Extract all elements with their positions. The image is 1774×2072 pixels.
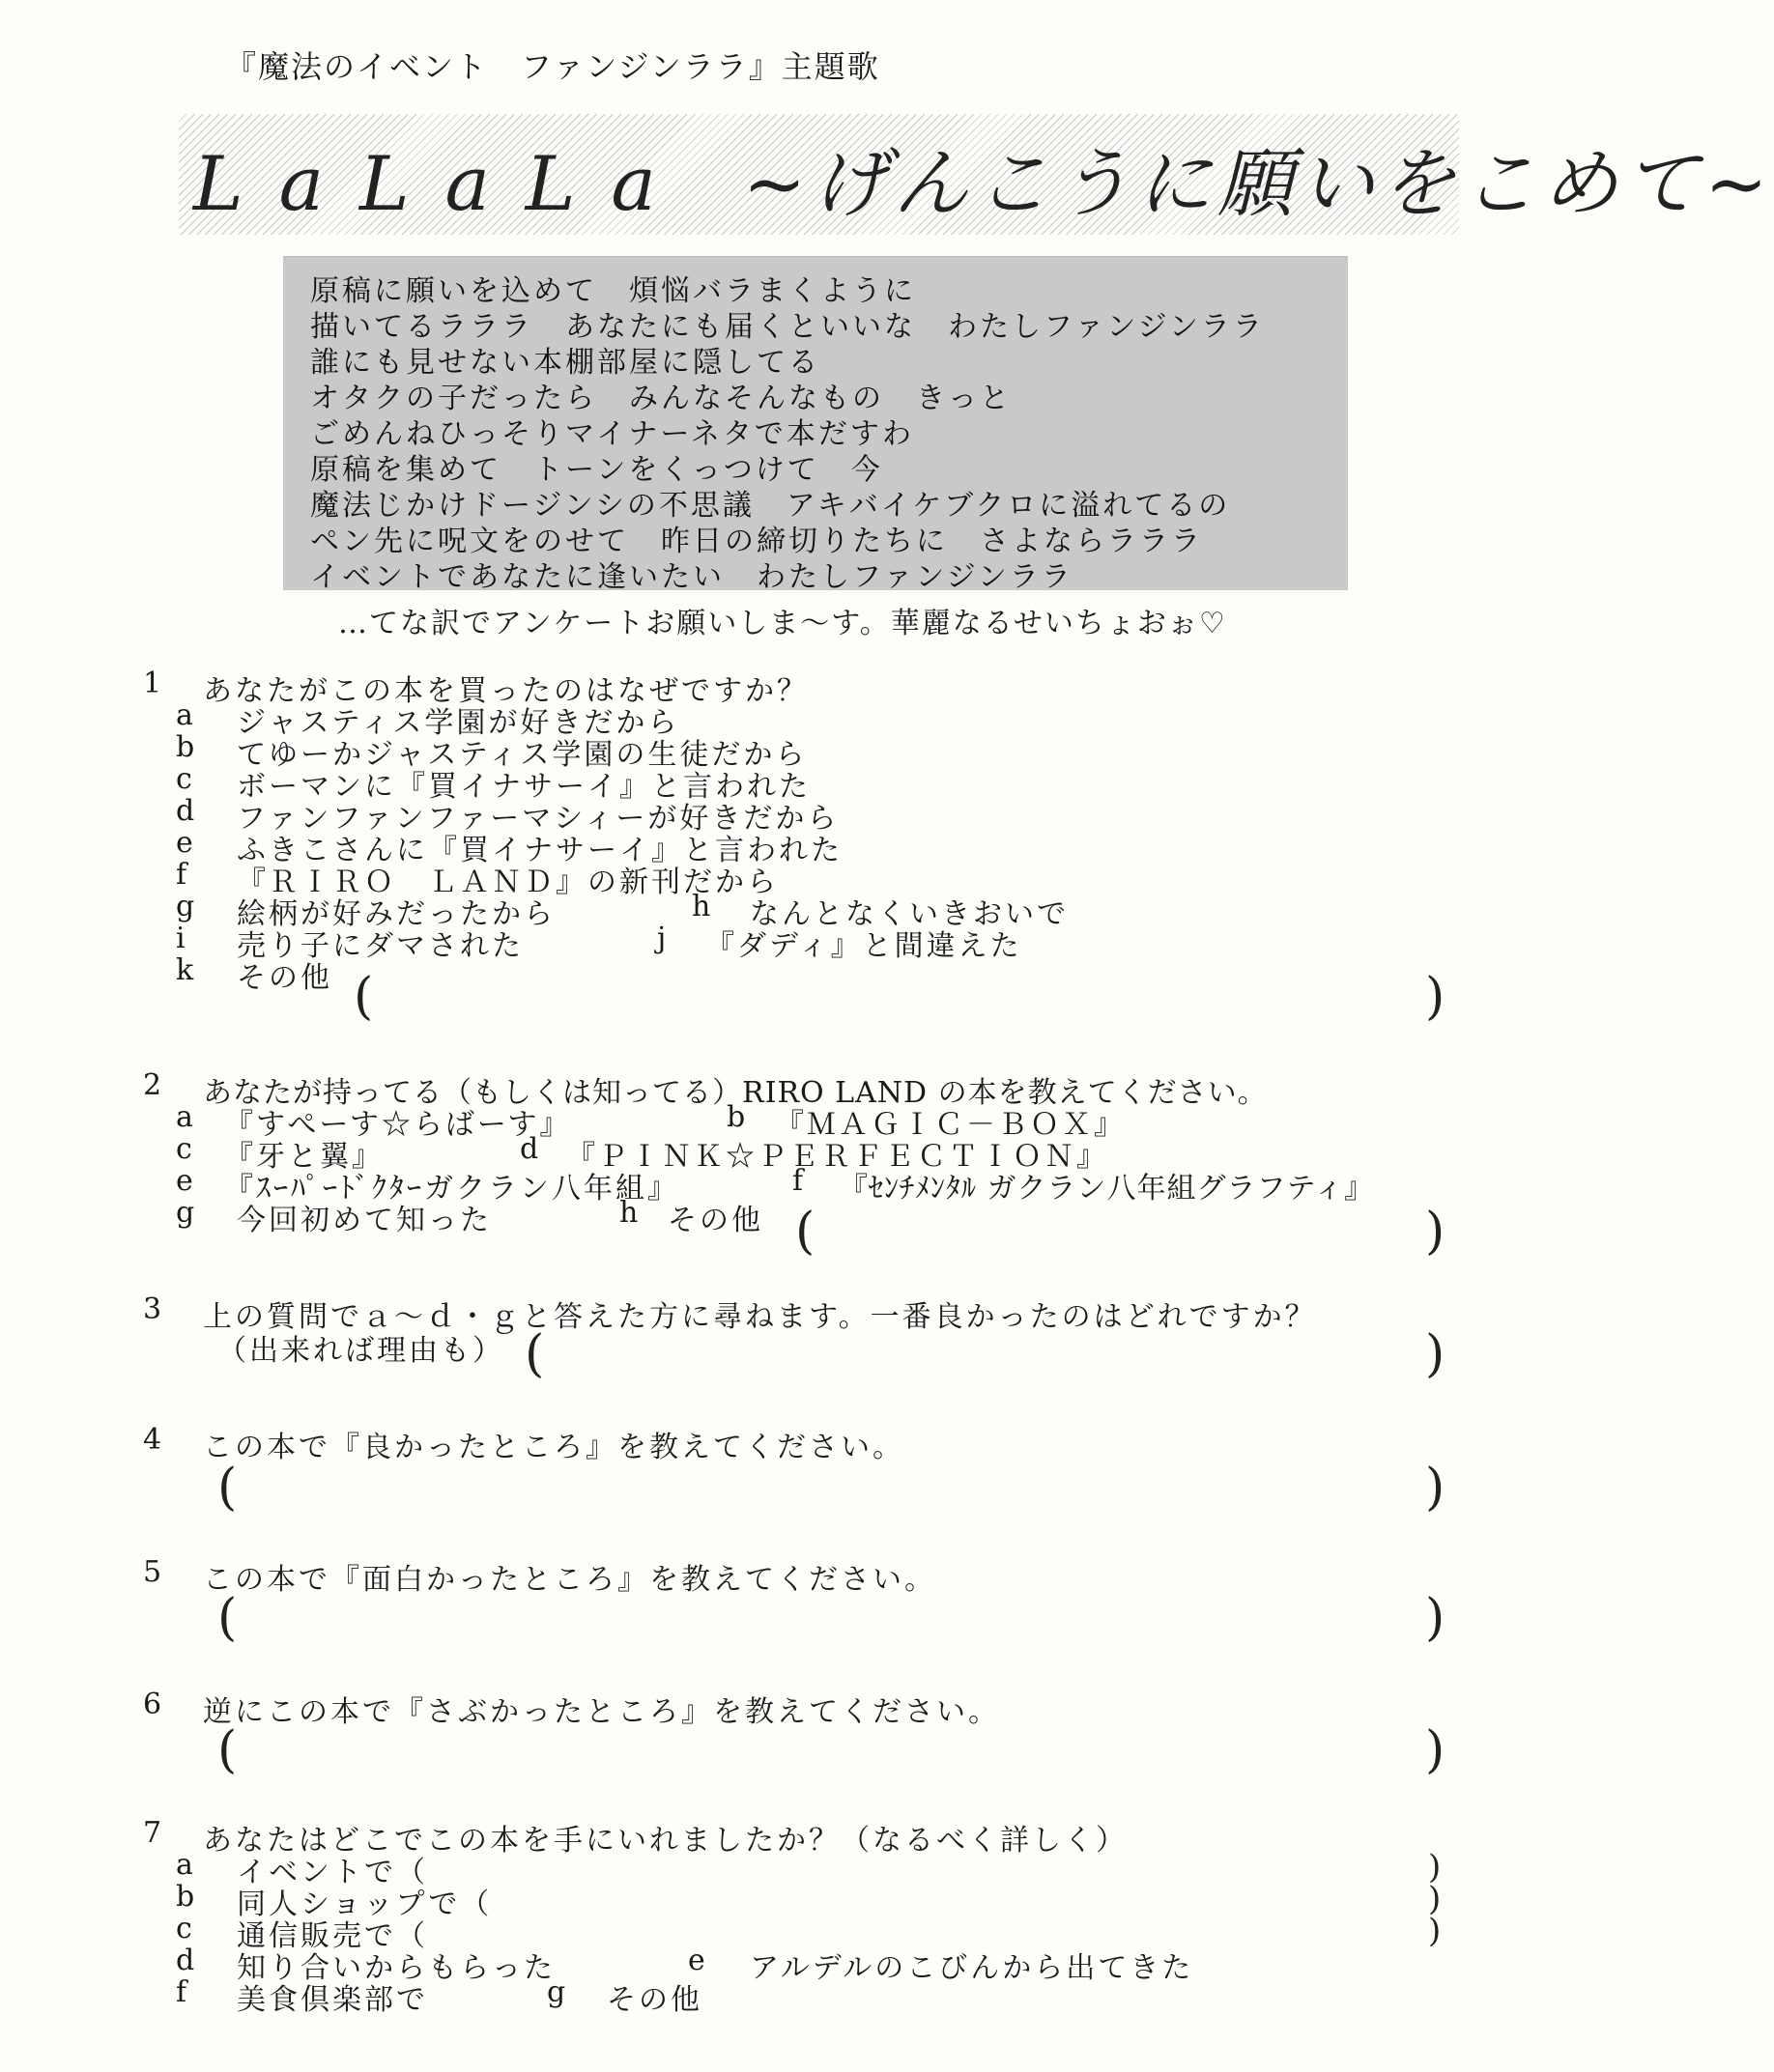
question-number: 6 xyxy=(143,1688,162,1721)
answer-close-paren: ) xyxy=(1428,1912,1442,1950)
q1-option-a[interactable]: ジャスティス学園が好きだから xyxy=(237,706,680,740)
answer-close-paren: ) xyxy=(1425,1325,1445,1383)
q4-answer-field[interactable] xyxy=(246,1466,1416,1515)
option-letter[interactable]: d xyxy=(176,794,198,828)
option-letter[interactable]: a xyxy=(176,698,196,732)
option-letter[interactable]: k xyxy=(176,953,197,987)
q1-option-f[interactable]: 『ＲＩＲＯ ＬＡＮＤ』の新刊だから xyxy=(237,866,779,899)
option-letter[interactable]: d xyxy=(176,1944,198,1977)
q1-option-e[interactable]: ふきこさんに『買イナサーイ』と言われた xyxy=(237,834,843,867)
option-letter[interactable]: f xyxy=(792,1164,807,1198)
option-letter[interactable]: c xyxy=(176,762,195,796)
page-title: L a L a L a ~げんこうに願いをこめて~ xyxy=(193,141,1774,228)
answer-close-paren: ) xyxy=(1425,1203,1445,1261)
q2-option-h[interactable]: その他 xyxy=(668,1204,763,1237)
option-letter[interactable]: h xyxy=(692,890,714,923)
answer-open-paren: ( xyxy=(795,1203,815,1261)
q1-option-i[interactable]: 売り子にダマされた xyxy=(237,929,524,963)
q1-option-d[interactable]: ファンファンファーマシィーが好きだから xyxy=(237,802,840,836)
option-letter[interactable]: h xyxy=(619,1196,642,1230)
answer-close-paren: ) xyxy=(1425,1721,1445,1779)
option-letter[interactable]: g xyxy=(547,1975,569,2009)
option-letter[interactable]: i xyxy=(176,922,188,955)
q7-option-g[interactable]: その他 xyxy=(607,1983,702,2017)
option-letter[interactable]: c xyxy=(176,1912,195,1945)
answer-open-paren: ( xyxy=(217,1721,238,1779)
q1-option-h[interactable]: なんとなくいきおいで xyxy=(750,897,1069,931)
answer-open-paren: ( xyxy=(217,1459,238,1517)
song-subtitle: 『魔法のイベント ファンジンララ』主題歌 xyxy=(225,48,880,85)
survey-intro-note: …てな訳でアンケートお願いしま～す。華麗なるせいちょおぉ♡ xyxy=(338,607,1227,640)
lyric-line: 原稿を集めて トーンをくっつけて 今 xyxy=(310,453,883,487)
q1-option-c[interactable]: ボーマンに『買イナサーイ』と言われた xyxy=(237,770,811,804)
q6-answer-field[interactable] xyxy=(246,1729,1416,1777)
question-7-text: あなたはどこでこの本を手にいれましたか？（なるべく詳しく） xyxy=(203,1824,1128,1858)
q2-other-answer-field[interactable] xyxy=(821,1209,1416,1258)
q3-answer-field[interactable] xyxy=(551,1333,1416,1381)
option-letter[interactable]: b xyxy=(176,730,198,764)
lyric-line: 原稿に願いを込めて 煩悩バラまくように xyxy=(310,274,916,308)
q2-option-e[interactable]: 『ｽｰﾊﾟｰﾄﾞｸﾀｰガクラン八年組』 xyxy=(224,1172,679,1206)
option-letter[interactable]: e xyxy=(176,1164,196,1198)
option-letter[interactable]: j xyxy=(657,922,670,955)
option-letter[interactable]: g xyxy=(176,1196,198,1230)
q2-option-d[interactable]: 『ＰＩＮＫ☆ＰＥＲＦＥＣＴＩＯＮ』 xyxy=(566,1140,1108,1174)
option-letter[interactable]: c xyxy=(176,1132,195,1166)
q7-option-a[interactable]: イベントで（ xyxy=(237,1856,428,1889)
answer-close-paren: ) xyxy=(1425,1589,1445,1647)
q2-option-g[interactable]: 今回初めて知った xyxy=(237,1204,492,1237)
q2-option-a[interactable]: 『すぺーす☆らばーす』 xyxy=(224,1108,572,1142)
q1-option-j[interactable]: 『ダディ』と間違えた xyxy=(705,929,1022,963)
question-5-text: この本で『面白かったところ』を教えてください。 xyxy=(203,1563,936,1597)
option-letter[interactable]: e xyxy=(688,1944,708,1977)
option-letter[interactable]: b xyxy=(176,1880,198,1914)
q7-option-d[interactable]: 知り合いからもらった xyxy=(237,1951,556,1985)
lyric-line: イベントであなたに逢いたい わたしファンジンララ xyxy=(310,560,1073,594)
question-number: 7 xyxy=(143,1816,162,1850)
lyric-line: 魔法じかけドージンシの不思議 アキバイケブクロに溢れてるの xyxy=(310,489,1231,523)
question-number: 5 xyxy=(143,1555,162,1589)
answer-open-paren: ( xyxy=(217,1589,238,1647)
question-number: 4 xyxy=(143,1423,162,1457)
q7-option-b[interactable]: 同人ショップで（ xyxy=(237,1888,493,1921)
q2-option-c[interactable]: 『牙と翼』 xyxy=(224,1140,384,1174)
q7-option-c[interactable]: 通信販売で（ xyxy=(237,1919,428,1953)
answer-close-paren: ) xyxy=(1425,968,1445,1026)
option-letter[interactable]: d xyxy=(520,1132,542,1166)
lyric-line: 描いてるラララ あなたにも届くといいな わたしファンジンララ xyxy=(310,310,1265,344)
question-6-text: 逆にこの本で『さぶかったところ』を教えてください。 xyxy=(203,1695,1000,1729)
lyric-line: 誰にも見せない本棚部屋に隠してる xyxy=(310,346,820,380)
question-number: 2 xyxy=(143,1068,162,1102)
option-letter[interactable]: f xyxy=(176,858,190,892)
answer-close-paren: ) xyxy=(1428,1848,1442,1887)
q2-option-b[interactable]: 『ＭＡＧＩＣ－ＢＯＸ』 xyxy=(775,1108,1126,1142)
option-letter[interactable]: a xyxy=(176,1848,196,1882)
q1-other-answer-field[interactable] xyxy=(382,976,1416,1024)
question-4-text: この本で『良かったところ』を教えてください。 xyxy=(203,1431,904,1464)
question-number: 3 xyxy=(143,1292,162,1326)
question-3-text: 上の質問でａ～ｄ・ｇと答えた方に尋ねます。一番良かったのはどれですか？ xyxy=(203,1300,1317,1334)
question-number: 1 xyxy=(143,667,162,700)
q1-option-b[interactable]: てゆーかジャスティス学園の生徒だから xyxy=(237,738,808,772)
option-letter[interactable]: g xyxy=(176,890,198,923)
q7-option-e[interactable]: アルデルのこびんから出てきた xyxy=(750,1951,1194,1985)
q7-option-f[interactable]: 美食倶楽部で xyxy=(237,1983,428,2017)
answer-close-paren: ) xyxy=(1425,1459,1445,1517)
answer-open-paren: ( xyxy=(525,1325,545,1383)
answer-open-paren: ( xyxy=(354,968,374,1026)
option-letter[interactable]: f xyxy=(176,1975,190,2009)
q1-option-g[interactable]: 絵柄が好みだったから xyxy=(237,897,556,931)
lyrics-box xyxy=(283,256,1348,594)
lyric-line: オタクの子だったら みんなそんなもの きっと xyxy=(310,382,1012,415)
option-letter[interactable]: e xyxy=(176,826,196,860)
q5-answer-field[interactable] xyxy=(246,1597,1416,1645)
option-letter[interactable]: a xyxy=(176,1100,196,1134)
question-2-text: あなたが持ってる（もしくは知ってる）RIRO LAND の本を教えてください。 xyxy=(203,1076,1268,1110)
q1-option-k[interactable]: その他 xyxy=(237,961,332,995)
q2-option-f[interactable]: 『ｾﾝﾁﾒﾝﾀﾙ ガクラン八年組グラフティ』 xyxy=(839,1172,1375,1206)
lyric-line: ペン先に呪文をのせて 昨日の締切りたちに さよならラララ xyxy=(310,525,1203,558)
question-1-text: あなたがこの本を買ったのはなぜですか？ xyxy=(203,674,809,708)
option-letter[interactable]: b xyxy=(727,1100,749,1134)
answer-close-paren: ) xyxy=(1428,1880,1442,1918)
question-3-subtext: （出来れば理由も） xyxy=(217,1334,504,1368)
lyric-line: ごめんねひっそりマイナーネタで本だすわ xyxy=(310,417,914,451)
